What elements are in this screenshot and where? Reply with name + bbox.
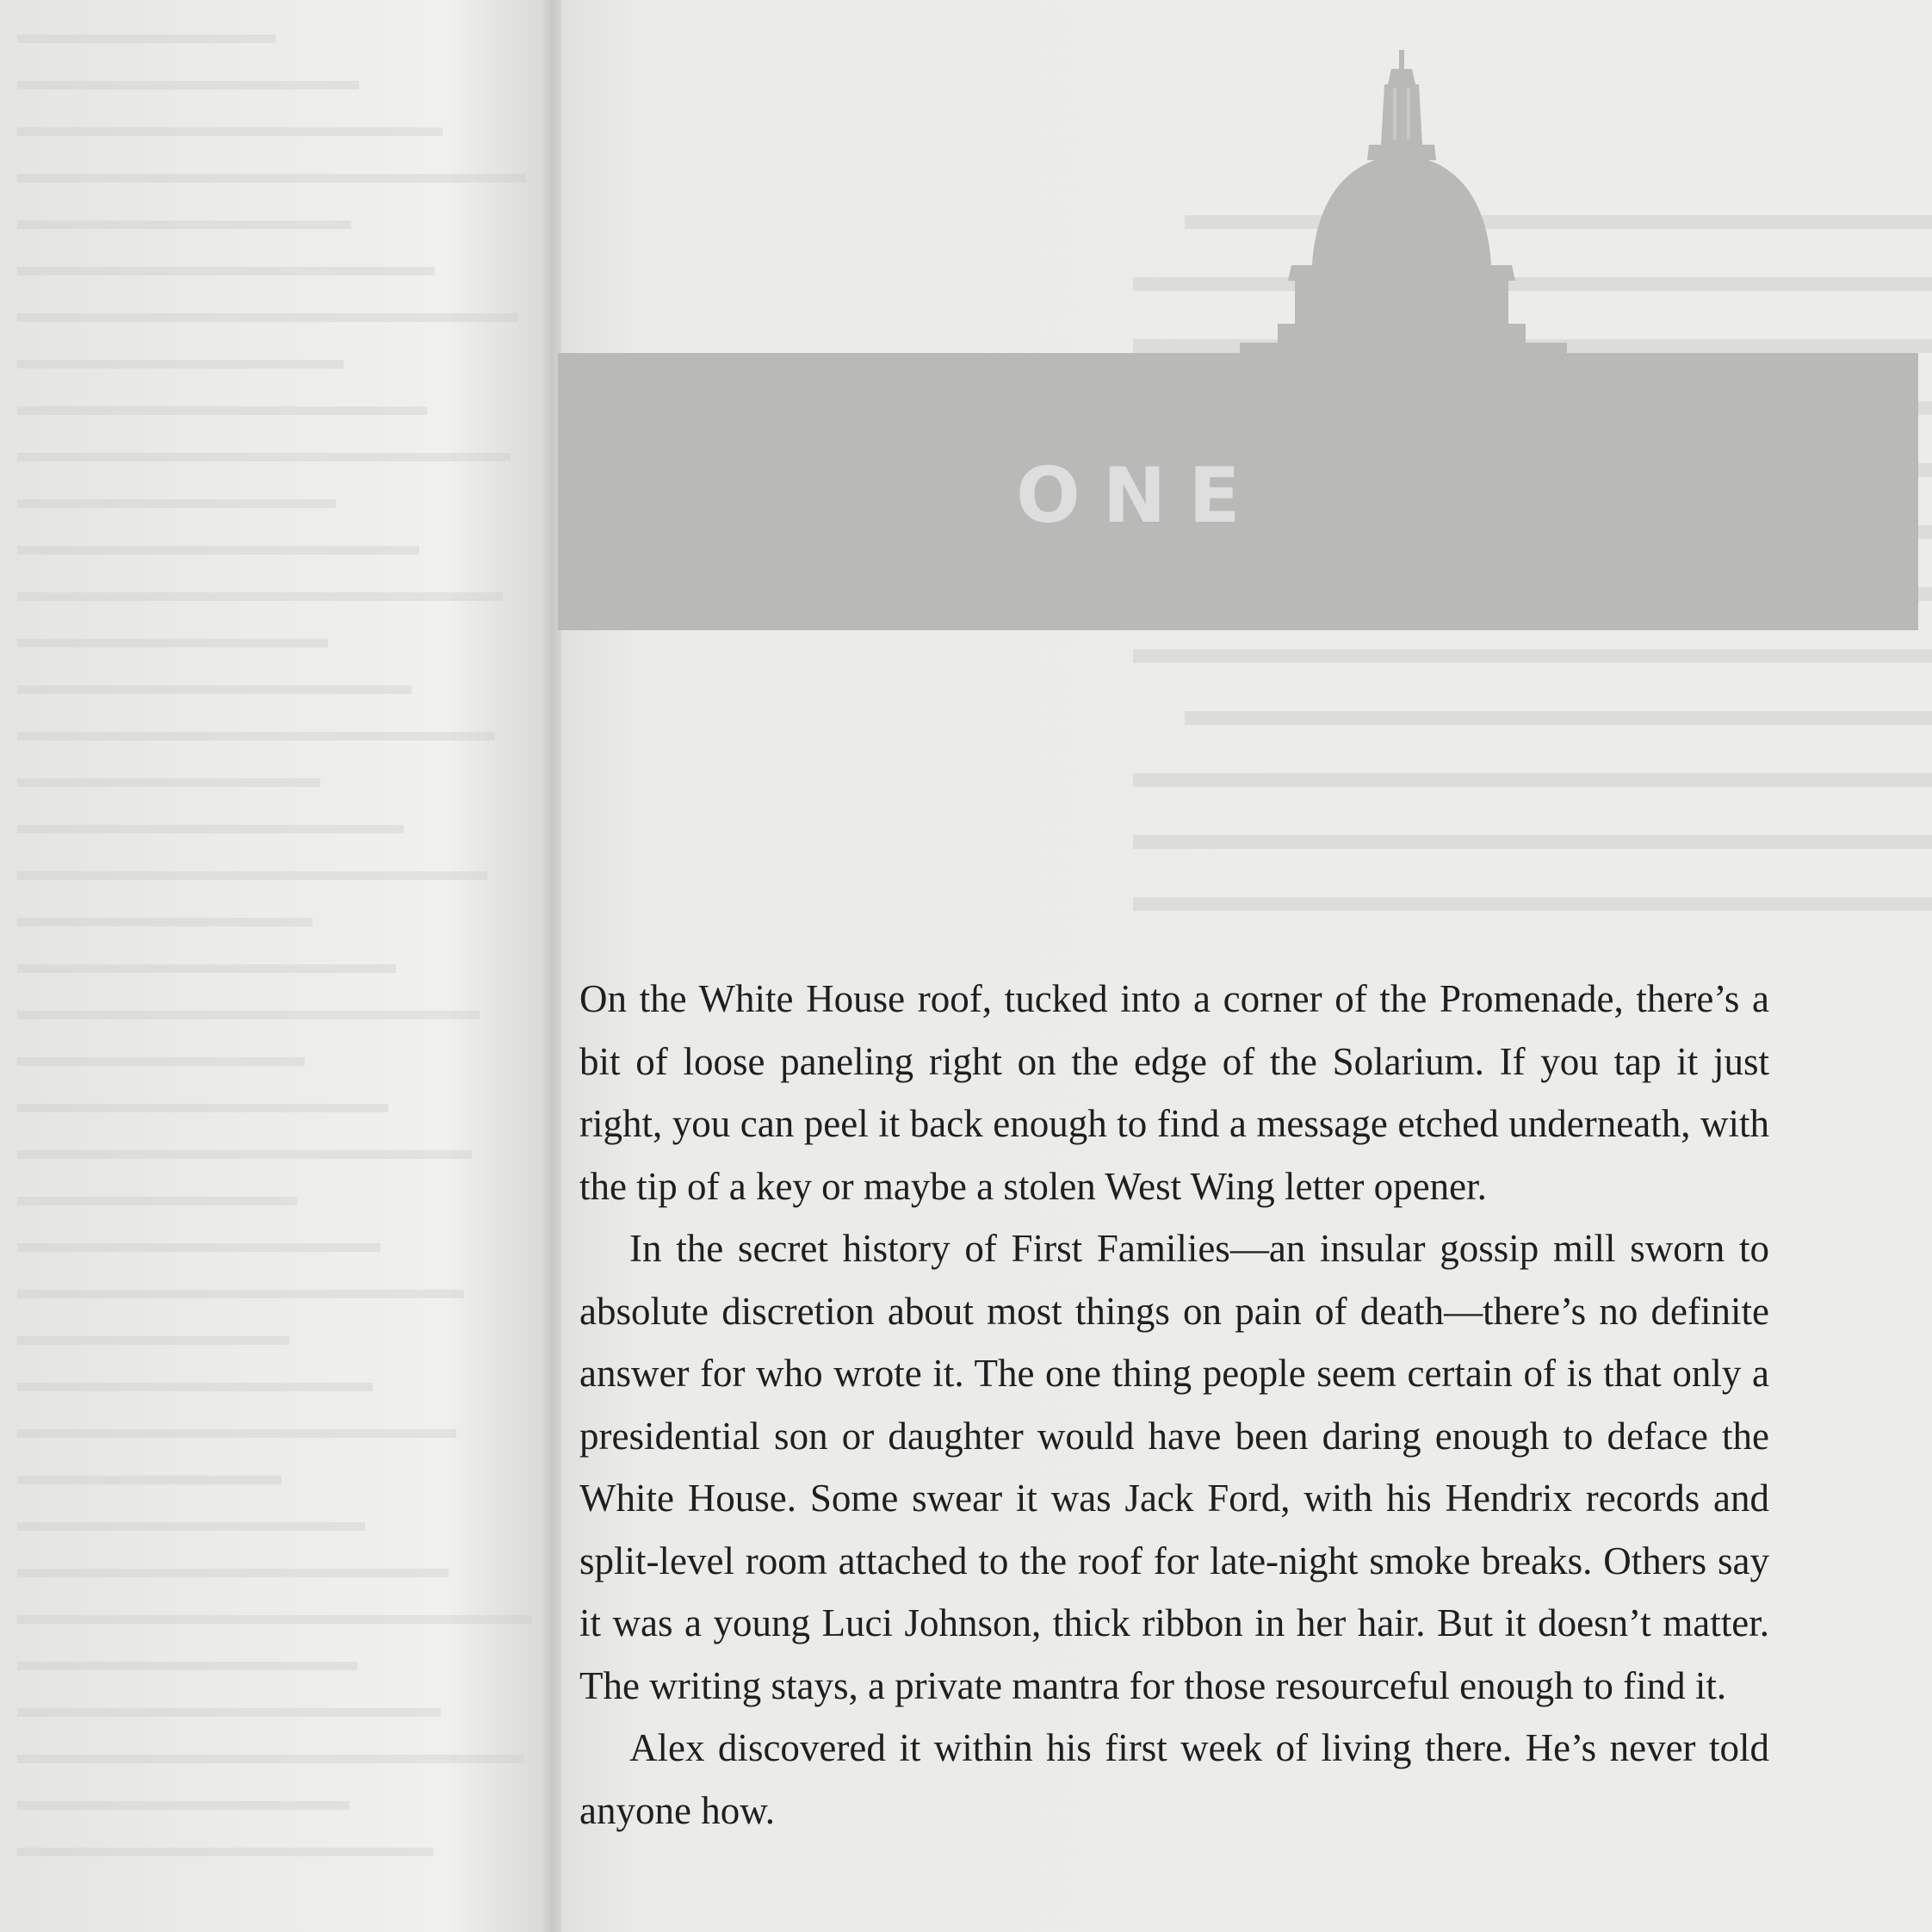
capitol-dome-silhouette xyxy=(1240,50,1567,360)
chapter-title: ONE xyxy=(1016,451,1263,540)
paragraph-2: In the secret history of First Families—an insular gossip mill sworn to absolute discretion about most things on pain of death—there’s no definite answer for who wrote it. The one thing people seem certain of is that only a presidential son or daughter would have been daring enough to deface the White House. Some swear it was Jack Ford, with his Hendrix records and split-level room attached to the roof for late-night smoke breaks. Others say it was a young Luci Johnson, thick ribbon in her hair. But it doesn’t matter. The writing stays, a private mantra for those resourceful enough to find it. xyxy=(579,1227,1769,1707)
show-through-text-left xyxy=(0,34,551,1894)
body-text xyxy=(579,968,1769,1842)
left-page xyxy=(0,0,558,1932)
paragraph-1: On the White House roof, tucked into a corner of the Promenade, there’s a bit of loose paneling right on the edge of the Solarium. If you tap it just right, you can peel it back enough to find a message etched underneath, with the tip of a key or maybe a stolen West Wing letter opener. xyxy=(579,977,1769,1208)
paragraph-3: Alex discovered it within his first week of living there. He’s never told anyone how. xyxy=(579,1726,1769,1832)
